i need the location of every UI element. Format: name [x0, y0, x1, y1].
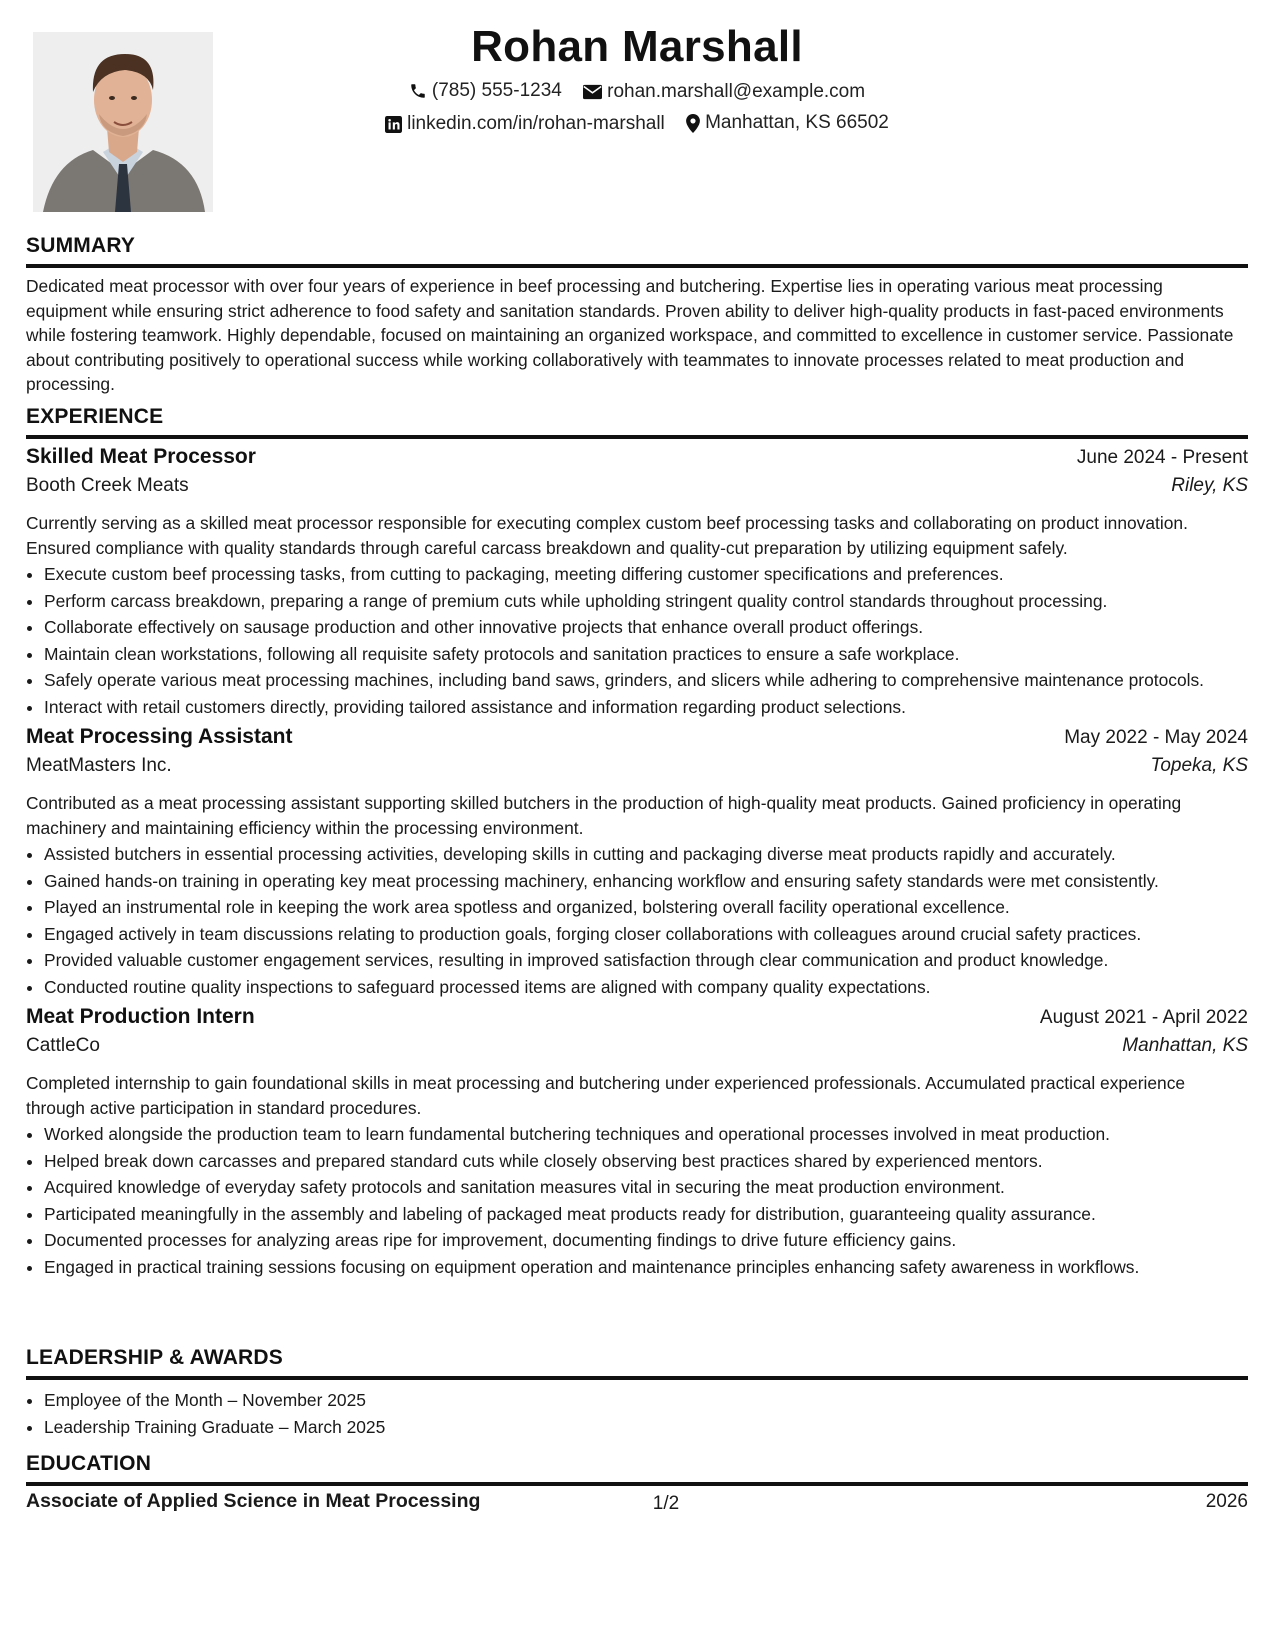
job-description: Completed internship to gain foundational skills in meat processing and butchering under experienced professionals. Accumulated practical experience through active participation in standard procedures.	[26, 1073, 1186, 1118]
job-company: Booth Creek Meats	[26, 475, 189, 496]
job-title: Meat Production Intern	[26, 1005, 255, 1028]
job-dates: June 2024 - Present	[1076, 447, 1248, 468]
bullet-item: • Gained hands-on training in operating key meat processing machinery, enhancing workflow and ensuring safety standards were met consistently.	[44, 869, 1248, 894]
bullet-item: • Perform carcass breakdown, preparing a range of premium cuts while upholding stringent quality control standards throughout processing.	[44, 589, 1248, 614]
bullet-item: • Conducted routine quality inspections to safeguard processed items are aligned with company quality expectations.	[44, 975, 1248, 1000]
phone-text: (785) 555-1234	[431, 80, 562, 101]
bullet-item: • Collaborate effectively on sausage production and other innovative projects that enhance overall product offerings.	[44, 615, 1248, 640]
section-title-experience: EXPERIENCE	[26, 405, 1248, 439]
job-dates: May 2022 - May 2024	[1064, 727, 1248, 748]
bullet-item: • Engaged in practical training sessions focusing on equipment operation and maintenance principles enhancing safety awareness in workflows.	[44, 1255, 1248, 1280]
leadership-list	[26, 1388, 1248, 1439]
bullet-item: • Provided valuable customer engagement services, resulting in improved satisfaction through clear communication and product knowledge.	[44, 948, 1248, 973]
job-entry	[26, 445, 1248, 719]
job-bullets	[26, 562, 1248, 719]
bullet-item: • Participated meaningfully in the assembly and labeling of packaged meat products ready for distribution, guaranteeing quality assurance.	[44, 1202, 1248, 1227]
job-description: Currently serving as a skilled meat processor responsible for executing complex custom beef processing tasks and collaborating on product innovation. Ensured compliance with quality standards through careful carcass breakdown and quality-cut preparation by utilizing equipment safely.	[26, 513, 1188, 558]
map-pin-icon	[686, 114, 700, 133]
bullet-item: • Documented processes for analyzing areas ripe for improvement, documenting findings to drive future efficiency gains.	[44, 1228, 1248, 1253]
education-degree: Associate of Applied Science in Meat Processing	[26, 1490, 481, 1512]
email-text: rohan.marshall@example.com	[607, 81, 866, 102]
email-contact[interactable]	[583, 81, 865, 103]
linkedin-contact[interactable]	[385, 113, 665, 135]
job-location: Manhattan, KS	[1122, 1035, 1248, 1056]
location-text: Manhattan, KS 66502	[705, 112, 889, 133]
job-bullets	[26, 1122, 1248, 1279]
section-title-education: EDUCATION	[26, 1452, 1248, 1486]
job-company: MeatMasters Inc.	[26, 755, 172, 776]
job-location: Riley, KS	[1171, 475, 1248, 496]
award-item: • Employee of the Month – November 2025	[44, 1388, 1248, 1413]
bullet-item: • Safely operate various meat processing machines, including band saws, grinders, and slicers while adhering to comprehensive maintenance protocols.	[44, 668, 1248, 693]
contact-row-1	[26, 80, 1248, 106]
location-contact	[686, 112, 889, 134]
linkedin-icon	[385, 116, 402, 133]
bullet-item: • Worked alongside the production team to learn fundamental butchering techniques and operational processes involved in meat production.	[44, 1122, 1248, 1147]
bullet-item: • Acquired knowledge of everyday safety protocols and sanitation measures vital in securing the meat production environment.	[44, 1175, 1248, 1200]
job-dates: August 2021 - April 2022	[1039, 1007, 1248, 1028]
bullet-item: • Execute custom beef processing tasks, from cutting to packaging, meeting differing customer specifications and preferences.	[44, 562, 1248, 587]
page-number: 1/2	[652, 1493, 680, 1514]
phone-contact[interactable]	[409, 80, 562, 102]
job-bullets	[26, 842, 1248, 999]
bullet-item: • Assisted butchers in essential processing activities, developing skills in cutting and packaging diverse meat products rapidly and accurately.	[44, 842, 1248, 867]
bullet-item: • Helped break down carcasses and prepared standard cuts while closely observing best practices shared by experienced mentors.	[44, 1149, 1248, 1174]
bullet-item: • Interact with retail customers directly, providing tailored assistance and information regarding product selections.	[44, 695, 1248, 720]
summary-section	[26, 234, 1248, 397]
leadership-section	[26, 1346, 1248, 1441]
bullet-item: • Played an instrumental role in keeping the work area spotless and organized, bolstering overall facility operational excellence.	[44, 895, 1248, 920]
job-entry	[26, 725, 1248, 999]
job-location: Topeka, KS	[1150, 755, 1248, 776]
job-company: CattleCo	[26, 1035, 100, 1056]
section-title-summary: SUMMARY	[26, 234, 1248, 268]
bullet-item: • Maintain clean workstations, following all requisite safety protocols and sanitation practices to ensure a safe workplace.	[44, 642, 1248, 667]
bullet-item: • Engaged actively in team discussions relating to production goals, forging closer collaborations with colleagues around crucial safety practices.	[44, 922, 1248, 947]
job-title: Skilled Meat Processor	[26, 445, 256, 468]
job-entry	[26, 1005, 1248, 1279]
award-item: • Leadership Training Graduate – March 2025	[44, 1415, 1248, 1440]
section-title-leadership: LEADERSHIP & AWARDS	[26, 1346, 1248, 1380]
job-description: Contributed as a meat processing assistant supporting skilled butchers in the production of high-quality meat products. Gained proficiency in operating machinery and maintaining efficiency within the processing environment.	[26, 793, 1182, 838]
linkedin-text: linkedin.com/in/rohan-marshall	[407, 113, 665, 134]
candidate-name: Rohan Marshall	[471, 22, 803, 71]
job-title: Meat Processing Assistant	[26, 725, 293, 748]
contact-row-2	[26, 112, 1248, 139]
envelope-icon	[583, 84, 602, 100]
phone-icon	[409, 82, 427, 100]
education-year: 2026	[1205, 1491, 1248, 1512]
summary-text: Dedicated meat processor with over four years of experience in beef processing and butchering. Expertise lies in operating various meat processing equipment while ensuring strict adherence to food safety and sanitation standards. Proven ability to deliver high-quality products in fast-paced environments while fostering teamwork. Highly dependable, focused on maintaining an organized workspace, and committed to excellence in customer service. Passionate about contributing positively to operational success while working collaboratively with teammates to innovate processes related to meat production and processing.	[26, 276, 1234, 394]
experience-section	[26, 405, 1248, 1281]
